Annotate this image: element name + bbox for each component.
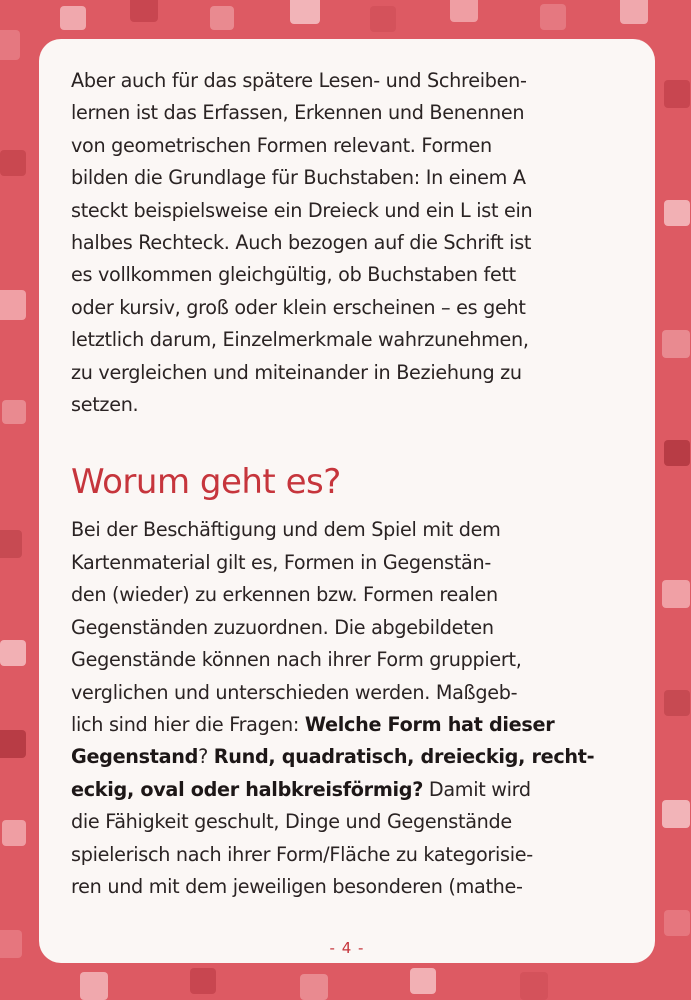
bold-question: Rund, quadratisch, dreieckig, recht- [213, 745, 595, 769]
background-square [0, 930, 22, 958]
background-square [410, 968, 436, 994]
background-square [664, 910, 690, 936]
text-line: setzen. [71, 393, 139, 417]
intro-paragraph [71, 65, 623, 421]
background-square [2, 820, 26, 846]
background-square [520, 972, 548, 1000]
background-square [620, 0, 648, 24]
background-square [0, 730, 26, 758]
background-square [60, 6, 86, 30]
page-number: - 4 - [329, 939, 365, 957]
text-line: den (wieder) zu erkennen bzw. Formen realen [71, 583, 498, 607]
background-square [2, 400, 26, 424]
text-line: lernen ist das Erfassen, Erkennen und Benennen [71, 101, 525, 125]
background-square [0, 30, 20, 60]
background-square [0, 530, 22, 558]
text-fragment: Damit wird [423, 777, 531, 801]
text-line: die Fähigkeit geschult, Dinge und Gegenstände [71, 810, 512, 834]
text-line: spielerisch nach ihrer Form/Fläche zu kategorisie- [71, 842, 533, 866]
background-square [664, 200, 690, 226]
background-square [664, 690, 690, 716]
text-line: von geometrischen Formen relevant. Formen [71, 133, 492, 157]
text-line: Aber auch für das spätere Lesen- und Schreiben- [71, 69, 527, 92]
background-square [80, 972, 108, 1000]
text-line: oder kursiv, groß oder klein erscheinen – es geht [71, 295, 526, 319]
background-square [450, 0, 478, 22]
background-square [0, 640, 26, 666]
background-square [662, 580, 690, 608]
text-line: halbes Rechteck. Auch bezogen auf die Schrift ist [71, 231, 532, 255]
text-line: verglichen und unterschieden werden. Maßgeb- [71, 680, 518, 704]
section-paragraph [71, 514, 623, 903]
text-fragment: ? [198, 745, 214, 769]
text-line: es vollkommen gleichgültig, ob Buchstaben fett [71, 263, 516, 287]
background-square [370, 6, 396, 32]
background-square [0, 150, 26, 176]
text-line: steckt beispielsweise ein Dreieck und ein L ist ein [71, 198, 533, 222]
background-square [130, 0, 158, 22]
bold-question: Welche Form hat dieser [304, 712, 555, 736]
text-line: zu vergleichen und miteinander in Beziehung zu [71, 360, 522, 384]
text-line: ren und mit dem jeweiligen besonderen (mathe- [71, 874, 523, 898]
text-line: Gegenstände können nach ihrer Form gruppiert, [71, 648, 522, 672]
background-square [290, 0, 320, 24]
background-square [190, 968, 216, 994]
bold-question: eckig, oval oder halbkreisförmig? [71, 777, 424, 801]
content-card [39, 39, 655, 963]
text-line: Kartenmaterial gilt es, Formen in Gegenstän- [71, 550, 491, 574]
background-square [662, 800, 690, 828]
text-line: Gegenständen zuzuordnen. Die abgebildeten [71, 615, 494, 639]
background-square [664, 440, 690, 466]
section-heading: Worum geht es? [71, 462, 341, 503]
text-line: Bei der Beschäftigung und dem Spiel mit dem [71, 518, 501, 542]
text-line: lich sind hier die Fragen: [71, 712, 305, 736]
text-line: letztlich darum, Einzelmerkmale wahrzunehmen, [71, 328, 529, 352]
background-square [664, 80, 690, 108]
background-square [300, 974, 328, 1000]
background-square [540, 4, 566, 30]
bold-question: Gegenstand [71, 745, 199, 769]
background-square [0, 290, 26, 320]
background-square [210, 6, 234, 30]
background-square [662, 330, 690, 358]
text-line: bilden die Grundlage für Buchstaben: In einem A [71, 166, 526, 190]
